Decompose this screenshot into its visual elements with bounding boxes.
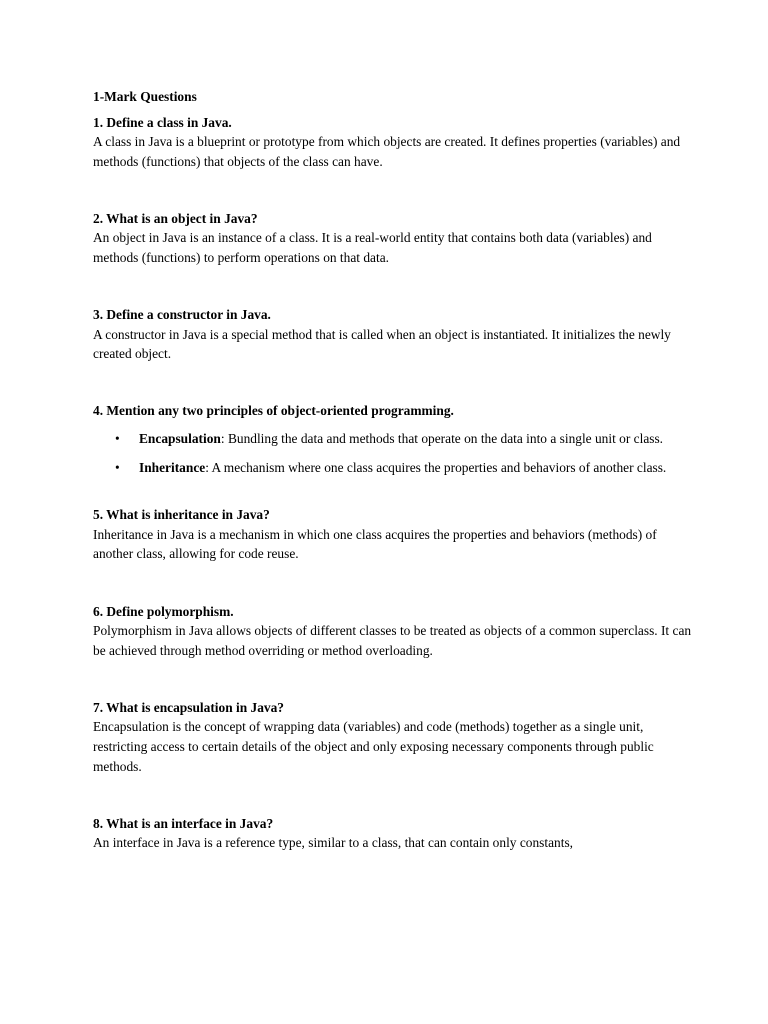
question-title: 6. Define polymorphism. <box>93 603 234 619</box>
question-answer: Inheritance in Java is a mechanism in which one class acquires the properties and behaviors (methods) of another class, allowing for code reuse. <box>93 526 657 562</box>
question-5 <box>93 505 693 564</box>
question-7 <box>93 698 693 776</box>
question-answer: An interface in Java is a reference type, similar to a class, that can contain only constants, <box>93 835 574 851</box>
spacer <box>93 268 693 306</box>
bullet-icon: • <box>115 459 120 475</box>
question-answer: Encapsulation is the concept of wrapping data (variables) and code (methods) together as a single unit, restricting access to certain details of the object and only exposing necessary components through public methods. <box>93 719 654 774</box>
question-1 <box>93 113 693 172</box>
term-inheritance: Inheritance <box>139 459 206 475</box>
question-answer: A class in Java is a blueprint or prototype from which objects are created. It defines properties (variables) and methods (functions) that objects of the class can have. <box>93 134 681 169</box>
list-item <box>93 429 693 449</box>
question-title: 5. What is inheritance in Java? <box>93 507 270 523</box>
question-2 <box>93 209 693 268</box>
question-8 <box>93 814 693 853</box>
spacer <box>93 660 693 698</box>
question-answer: Polymorphism in Java allows objects of different classes to be treated as objects of a common superclass. It can be achieved through method overriding or method overloading. <box>93 623 692 658</box>
question-title: 4. Mention any two principles of object-oriented programming. <box>93 403 454 419</box>
question-4 <box>93 401 693 477</box>
term-description: : Bundling the data and methods that operate on the data into a single unit or class. <box>220 431 664 447</box>
question-title: 1. Define a class in Java. <box>93 114 232 130</box>
spacer <box>93 171 693 209</box>
question-6 <box>93 602 693 661</box>
question-title: 2. What is an object in Java? <box>93 210 258 226</box>
spacer <box>93 486 693 505</box>
list-item <box>93 458 693 478</box>
bullet-icon: • <box>115 431 120 447</box>
question-title: 7. What is encapsulation in Java? <box>93 699 284 715</box>
question-answer: An object in Java is an instance of a class. It is a real-world entity that contains both data (variables) and methods (functions) to perform operations on that data. <box>93 230 652 266</box>
spacer <box>93 776 693 814</box>
question-title: 3. Define a constructor in Java. <box>93 307 271 323</box>
section-heading: 1-Mark Questions <box>93 89 197 104</box>
question-answer: A constructor in Java is a special method that is called when an object is instantiated. It initializes the newly created object. <box>93 326 671 362</box>
principles-list <box>93 429 693 477</box>
document-page <box>93 87 693 853</box>
term-encapsulation: Encapsulation <box>139 431 221 447</box>
question-title: 8. What is an interface in Java? <box>93 815 274 831</box>
spacer <box>93 564 693 602</box>
question-3 <box>93 305 693 364</box>
term-description: : A mechanism where one class acquires the properties and behaviors of another class. <box>205 459 667 475</box>
spacer <box>93 364 693 402</box>
